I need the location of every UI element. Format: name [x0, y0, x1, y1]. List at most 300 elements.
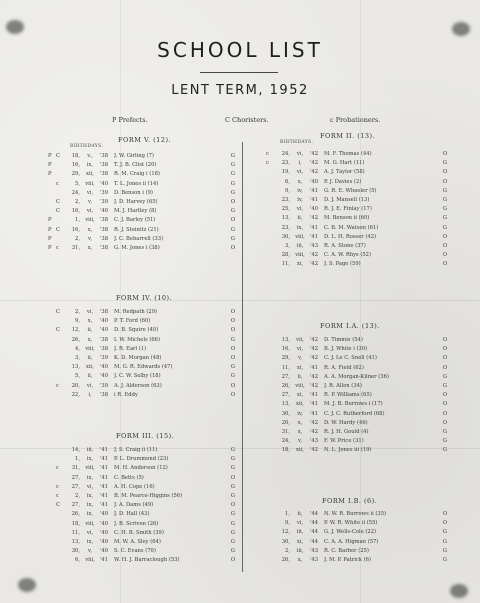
- pupil-row: [48, 326, 244, 335]
- house: O: [230, 309, 236, 315]
- birth-year: '42: [310, 151, 319, 157]
- pupil-name: G. J. Wells-Cole (22): [324, 529, 377, 536]
- house: G: [442, 187, 448, 194]
- birth-year: '41: [310, 224, 319, 231]
- birth-year: '40: [310, 206, 319, 213]
- pupil-row: [258, 510, 454, 519]
- birth-year: '44: [310, 529, 319, 536]
- birth-year: '40: [100, 364, 109, 371]
- house: G: [230, 493, 236, 499]
- pupil-row: [48, 308, 244, 317]
- house: G: [442, 215, 448, 222]
- pupil-name: M. J. Hartley (8): [114, 208, 157, 215]
- pupil-row: [48, 354, 244, 363]
- birth-year: '41: [100, 557, 109, 564]
- form-title: FORM II. (13).: [320, 132, 376, 140]
- birth-month: viii,: [295, 252, 305, 259]
- pupil-row: [48, 455, 244, 464]
- pupil-row: [258, 196, 454, 205]
- birth-month: x,: [87, 318, 93, 325]
- key-probationers: c Probationers.: [330, 116, 381, 124]
- pupil-row: [48, 207, 244, 216]
- pupil-name: A. H. Cope (16): [114, 483, 155, 490]
- pupil-name: C. J. Le C. Snell (41): [324, 355, 377, 362]
- pupil-name: F. W. Price (31): [324, 438, 364, 445]
- birth-year: '40: [100, 529, 109, 536]
- house: G: [442, 429, 448, 435]
- birth-day: 11,: [281, 364, 290, 371]
- birth-month: ix,: [86, 511, 94, 518]
- corner-stain: [6, 20, 24, 34]
- pupil-row: [48, 483, 244, 492]
- birth-day: 18,: [71, 520, 80, 527]
- birth-day: 2,: [285, 547, 290, 554]
- birth-month: ix,: [86, 162, 94, 169]
- pupil-row: [258, 547, 454, 556]
- chorister-mark: c: [266, 160, 269, 167]
- house: O: [230, 382, 236, 389]
- birth-month: x,: [87, 336, 93, 343]
- birth-day: 26,: [281, 557, 290, 563]
- prefect-mark: P: [48, 171, 52, 178]
- form-title: FORM V. (12).: [118, 136, 172, 144]
- pupil-name: J. D. Harvey (65): [114, 199, 158, 205]
- pupil-row: [258, 410, 454, 419]
- chorister-mark: c: [56, 382, 59, 389]
- house: O: [442, 233, 448, 240]
- chorister-mark: C: [56, 208, 60, 215]
- pupil-name: D. Benson i (9): [114, 189, 153, 196]
- birth-year: '39: [100, 199, 109, 205]
- birth-month: xi,: [296, 538, 304, 545]
- pupil-row: [48, 189, 244, 198]
- birth-day: 30,: [281, 410, 290, 417]
- pupil-name: R. J. E. Finlay (17): [324, 206, 372, 213]
- birth-day: 3,: [75, 355, 80, 361]
- pupil-name: J. R. Allen (34): [324, 383, 362, 389]
- chorister-mark: c: [56, 465, 59, 472]
- birth-day: 20,: [281, 419, 290, 426]
- pupil-name: J. C. Beharrell (33): [114, 235, 164, 242]
- birth-day: 27,: [281, 373, 290, 380]
- form-title: FORM III. (15).: [116, 432, 175, 440]
- pupil-row: [48, 510, 244, 519]
- birth-year: '42: [310, 169, 319, 176]
- birth-year: '42: [310, 429, 319, 435]
- term-title: LENT TERM, 1952: [171, 83, 309, 98]
- key-prefects: P Prefects.: [112, 116, 148, 124]
- pupil-row: [48, 198, 244, 207]
- pupil-row: [258, 242, 454, 251]
- pupil-row: [48, 235, 244, 244]
- birth-year: '41: [100, 447, 109, 453]
- birth-day: 24,: [71, 189, 80, 196]
- house: G: [230, 226, 236, 233]
- birth-year: '41: [100, 483, 109, 490]
- birth-month: ix,: [86, 539, 94, 545]
- birth-day: 9,: [285, 520, 290, 527]
- birth-day: 16,: [71, 226, 80, 233]
- pupil-row: [258, 260, 454, 269]
- house: O: [442, 419, 448, 426]
- birth-year: '42: [310, 337, 319, 343]
- house: O: [442, 410, 448, 417]
- house: G: [442, 373, 448, 380]
- birth-month: vi,: [86, 529, 94, 536]
- birth-day: 18,: [71, 153, 80, 159]
- birth-year: '40: [100, 327, 109, 334]
- pupil-row: [258, 382, 454, 391]
- birth-month: viii,: [85, 465, 95, 472]
- birth-year: '38: [100, 391, 109, 398]
- house: G: [230, 162, 236, 169]
- birth-month: vi,: [296, 206, 304, 213]
- birth-day: 13,: [281, 401, 290, 408]
- birth-year: '41: [310, 187, 319, 194]
- birth-year: '42: [310, 215, 319, 222]
- pupil-row: [48, 216, 244, 225]
- birth-year: '42: [310, 419, 319, 426]
- pupil-name: M. G. Hart (11): [324, 160, 365, 167]
- prefect-mark: P: [48, 217, 52, 224]
- birth-month: ix,: [296, 224, 304, 231]
- birth-year: '42: [310, 373, 319, 380]
- birth-month: ii,: [297, 511, 303, 517]
- house: O: [230, 318, 236, 325]
- birth-year: '39: [100, 382, 109, 389]
- pupil-row: [48, 161, 244, 170]
- birth-month: iii,: [86, 447, 94, 453]
- birth-year: '42: [310, 355, 319, 362]
- birth-year: '43: [310, 547, 319, 554]
- birth-year: '38: [100, 336, 109, 343]
- pupil-row: [258, 168, 454, 177]
- birth-year: '41: [310, 197, 319, 203]
- birth-month: viii,: [295, 233, 305, 240]
- house: O: [230, 391, 236, 398]
- house: O: [442, 401, 448, 408]
- house: O: [230, 245, 236, 251]
- pupil-row: [48, 345, 244, 354]
- birth-day: 11,: [71, 529, 80, 536]
- birth-year: '41: [310, 233, 319, 240]
- birth-year: '41: [100, 456, 109, 463]
- birth-year: '38: [100, 345, 109, 352]
- pupil-row: [48, 180, 244, 189]
- pupil-name: B. M. Pearce-Higgins (56): [114, 493, 183, 499]
- birth-year: '42: [310, 346, 319, 353]
- birth-day: 13,: [71, 539, 80, 545]
- birth-day: 5,: [75, 373, 80, 380]
- birth-month: ii,: [297, 215, 303, 222]
- birth-month: viii,: [85, 217, 95, 224]
- birthdays-label: BIRTHDAYS.: [70, 144, 104, 149]
- birth-day: 11,: [281, 261, 290, 268]
- house: G: [442, 197, 448, 203]
- pupil-name: R. A. Stone (37): [324, 243, 366, 249]
- key-choristers: C Choristers.: [225, 116, 269, 124]
- birth-day: 16,: [71, 208, 80, 215]
- birth-month: vi,: [86, 483, 94, 490]
- birth-year: '38: [100, 226, 109, 233]
- pupil-name: S. C. Evans (70): [114, 548, 156, 555]
- pupil-name: C. H. B. Smith (39): [114, 529, 164, 536]
- birth-month: ii,: [87, 373, 93, 380]
- birth-month: xi,: [296, 364, 304, 371]
- birth-day: 29,: [71, 171, 80, 178]
- birth-day: 5,: [75, 180, 80, 187]
- house: O: [230, 355, 236, 361]
- house: O: [230, 502, 236, 509]
- birth-month: xii,: [296, 401, 304, 408]
- birth-month: iv,: [297, 187, 303, 194]
- birth-year: '44: [310, 538, 319, 545]
- pupil-row: [258, 214, 454, 223]
- pupil-row: [48, 547, 244, 556]
- house: G: [230, 336, 236, 343]
- pupil-name: i R. Eddy: [114, 391, 138, 398]
- pupil-row: [48, 226, 244, 235]
- birth-month: vi,: [86, 208, 94, 215]
- house: O: [442, 252, 448, 259]
- birth-year: '40: [100, 373, 109, 380]
- birth-day: 13,: [71, 364, 80, 371]
- birth-day: 26,: [281, 383, 290, 389]
- birth-year: '42: [310, 261, 319, 268]
- birth-year: '43: [310, 438, 319, 445]
- pupil-name: D. J. Mansell (13): [324, 197, 370, 203]
- pupil-name: C. B. M. Watson (61): [324, 224, 379, 231]
- birth-month: vi,: [296, 169, 304, 176]
- birth-year: '43: [310, 557, 319, 563]
- birthdays-label: BIRTHDAYS.: [280, 140, 314, 145]
- birth-day: 22,: [71, 391, 80, 398]
- birth-month: x,: [297, 429, 303, 435]
- birth-month: ii,: [87, 327, 93, 334]
- chorister-mark: C: [56, 153, 60, 159]
- pupil-row: [258, 556, 454, 565]
- pupil-row: [258, 251, 454, 260]
- birth-month: viii,: [85, 557, 95, 564]
- birth-year: '39: [100, 355, 109, 361]
- pupil-name: D. W. Hardy (46): [324, 419, 368, 426]
- birth-month: x,: [297, 419, 303, 426]
- pupil-row: [258, 538, 454, 547]
- pupil-name: R. C. Barber (25): [324, 547, 369, 554]
- pupil-name: W. H. J. Barraclough (53): [114, 557, 180, 564]
- pupil-row: [48, 520, 244, 529]
- birth-year: '38: [100, 245, 109, 251]
- house: G: [230, 364, 236, 371]
- birth-month: xi,: [296, 261, 304, 268]
- house: G: [230, 189, 236, 196]
- birth-month: ix,: [86, 502, 94, 509]
- pupil-name: P. J. Davies (2): [324, 178, 362, 185]
- birth-year: '41: [100, 465, 109, 472]
- house: O: [230, 557, 236, 564]
- pupil-row: [48, 474, 244, 483]
- pupil-name: D. Timmis (54): [324, 337, 363, 343]
- birth-year: '39: [100, 189, 109, 196]
- pupil-name: C. A. A. Higman (57): [324, 538, 379, 545]
- house: O: [442, 261, 448, 268]
- birth-month: xi,: [296, 392, 304, 399]
- pupil-name: R. M. Craig i (18): [114, 171, 160, 178]
- pupil-row: [258, 419, 454, 428]
- birth-month: iii,: [296, 243, 304, 249]
- birth-day: 2,: [75, 309, 80, 315]
- pupil-name: M. W. A. Sley (64): [114, 539, 161, 545]
- birth-month: iv,: [297, 197, 303, 203]
- pupil-name: A. J. Alderson (63): [114, 382, 162, 389]
- chorister-mark: C: [56, 309, 60, 315]
- birth-year: '38: [100, 153, 109, 159]
- house: G: [230, 153, 236, 159]
- house: O: [442, 364, 448, 371]
- birth-month: viii,: [85, 180, 95, 187]
- house: O: [442, 511, 448, 517]
- pupil-row: [258, 373, 454, 382]
- birth-day: 23,: [281, 197, 290, 203]
- birth-day: 31,: [71, 245, 80, 251]
- chorister-mark: c: [56, 245, 59, 251]
- birth-day: 9,: [75, 318, 80, 325]
- birth-year: '38: [100, 171, 109, 178]
- prefect-mark: P: [48, 245, 52, 251]
- birth-day: 2,: [75, 199, 80, 205]
- birth-year: '41: [310, 401, 319, 408]
- birth-day: 1,: [285, 511, 290, 517]
- birth-month: viii,: [85, 520, 95, 527]
- pupil-row: [48, 538, 244, 547]
- birth-month: v,: [298, 355, 302, 362]
- birth-month: vi,: [86, 189, 94, 196]
- birth-year: '38: [100, 309, 109, 315]
- house: G: [442, 160, 448, 167]
- pupil-name: M. Redpath (29): [114, 309, 158, 315]
- chorister-mark: C: [56, 502, 60, 509]
- birth-day: 13,: [281, 337, 290, 343]
- birth-day: 16,: [71, 162, 80, 169]
- pupil-row: [258, 187, 454, 196]
- pupil-name: M. Benson ii (60): [324, 215, 370, 222]
- house: O: [442, 243, 448, 249]
- birth-year: '40: [100, 548, 109, 555]
- pupil-row: [258, 437, 454, 446]
- birth-day: 23,: [281, 160, 290, 167]
- birth-year: '40: [100, 208, 109, 215]
- pupil-name: M. H. Anderson (12): [114, 465, 168, 472]
- house: O: [230, 217, 236, 224]
- birth-year: '41: [100, 493, 109, 499]
- pupil-name: N. W. R. Burrows ii (35): [324, 511, 387, 517]
- house: G: [230, 171, 236, 178]
- pupil-name: C. J. C. Rutherford (68): [324, 410, 385, 417]
- birth-month: xii,: [86, 364, 94, 371]
- pupil-row: [48, 244, 244, 253]
- house: G: [230, 548, 236, 555]
- birth-month: x,: [297, 178, 303, 185]
- pupil-row: [48, 152, 244, 161]
- birth-day: 12,: [281, 529, 290, 536]
- house: G: [442, 224, 448, 231]
- corner-stain: [452, 22, 470, 36]
- birth-month: iii,: [296, 547, 304, 554]
- birth-day: 27,: [71, 483, 80, 490]
- birth-year: '42: [310, 383, 319, 389]
- pupil-name: J. M. P. Patrick (6): [324, 557, 371, 563]
- pupil-row: [48, 446, 244, 455]
- house: G: [230, 539, 236, 545]
- pupil-name: R. A. Field (62): [324, 364, 364, 371]
- birth-day: 23,: [281, 224, 290, 231]
- pupil-row: [48, 501, 244, 510]
- birth-day: 31,: [71, 465, 80, 472]
- birth-month: v,: [88, 199, 92, 205]
- birth-month: ix,: [86, 493, 94, 499]
- pupil-name: J. B. Scriven (26): [114, 520, 159, 527]
- birth-year: '42: [310, 252, 319, 259]
- page-title: SCHOOL LIST: [157, 38, 323, 62]
- birth-year: '41: [310, 364, 319, 371]
- birth-month: xii,: [296, 447, 304, 454]
- house: G: [230, 208, 236, 215]
- chorister-mark: c: [56, 483, 59, 490]
- house: G: [230, 235, 236, 242]
- birth-day: 24,: [281, 438, 290, 445]
- pupil-row: [48, 363, 244, 372]
- pupil-row: [258, 178, 454, 187]
- birth-month: x,: [87, 245, 93, 251]
- birth-day: 27,: [71, 474, 80, 481]
- birth-month: ix,: [86, 456, 94, 463]
- birth-day: 26,: [71, 511, 80, 518]
- birth-day: 2,: [75, 235, 80, 242]
- house: O: [230, 199, 236, 205]
- birth-year: '38: [100, 217, 109, 224]
- birth-day: 4,: [75, 345, 80, 352]
- chorister-mark: C: [56, 199, 60, 205]
- house: G: [442, 206, 448, 213]
- pupil-name: J. W. Girling (7): [114, 153, 154, 159]
- pupil-row: [258, 391, 454, 400]
- birth-year: '44: [310, 520, 319, 527]
- house: O: [442, 151, 448, 157]
- birth-day: 25,: [281, 206, 290, 213]
- chorister-mark: c: [266, 151, 269, 157]
- pupil-name: C. A. W. Rhys (52): [324, 252, 371, 259]
- pupil-name: P. T. Ford (60): [114, 318, 151, 325]
- pupil-name: P. L. Drummond (23): [114, 456, 169, 463]
- birth-month: x,: [297, 557, 303, 563]
- birth-day: 30,: [71, 548, 80, 555]
- pupil-name: D. L. H. Rosser (42): [324, 233, 377, 240]
- birth-year: '42: [310, 160, 319, 167]
- pupil-row: [48, 391, 244, 400]
- pupil-row: [258, 345, 454, 354]
- chorister-mark: c: [56, 493, 59, 499]
- birth-year: '44: [310, 511, 319, 517]
- pupil-name: I. W. Michels (66): [114, 336, 160, 343]
- birth-day: 14,: [71, 447, 80, 453]
- pupil-name: J. C. W. Selby (18): [114, 373, 161, 380]
- house: G: [230, 529, 236, 536]
- house: O: [442, 392, 448, 399]
- birth-year: '38: [100, 162, 109, 169]
- birth-year: '40: [100, 511, 109, 518]
- birth-day: 24,: [281, 151, 290, 157]
- form-title: FORM I.A. (13).: [320, 322, 380, 330]
